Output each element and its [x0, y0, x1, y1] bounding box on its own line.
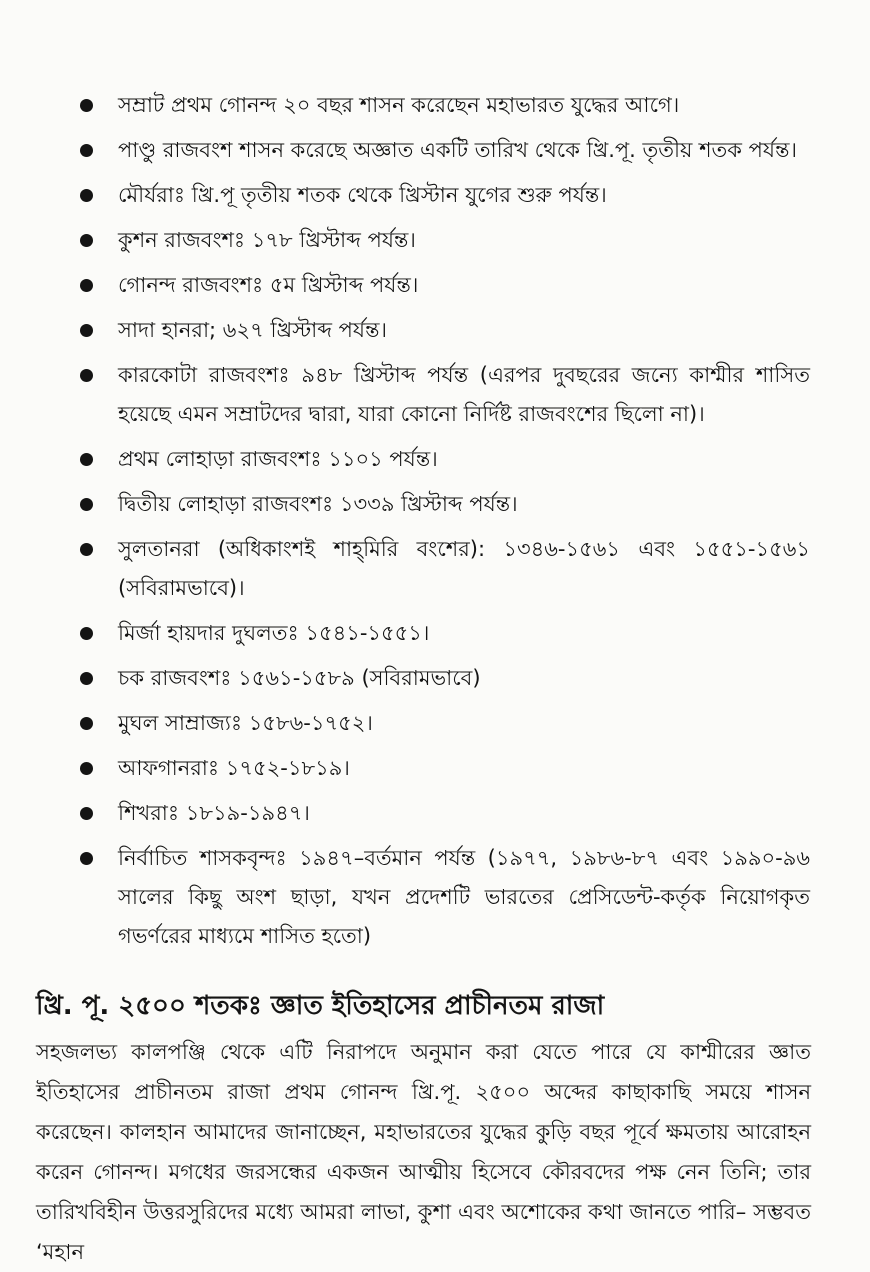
list-item [70, 794, 810, 833]
list-item [70, 266, 810, 305]
bullet-icon [80, 144, 93, 157]
bullet-icon [80, 717, 93, 730]
dynasty-list [70, 86, 810, 962]
list-item-text: দ্বিতীয় লোহাড়া রাজবংশঃ ১৩৩৯ খ্রিস্টাব্দ পর্যন্ত। [118, 492, 518, 516]
list-item [70, 311, 810, 350]
bullet-icon [80, 369, 93, 382]
bullet-icon [80, 762, 93, 775]
list-item [70, 86, 810, 125]
bullet-icon [80, 672, 93, 685]
list-item [70, 485, 810, 524]
list-item [70, 704, 810, 743]
list-item-text: চক রাজবংশঃ ১৫৬১-১৫৮৯ (সবিরামভাবে) [118, 666, 481, 690]
list-item [70, 356, 810, 434]
bullet-icon [80, 627, 93, 640]
section-paragraph: সহজলভ্য কালপঞ্জি থেকে এটি নিরাপদে অনুমান করা যেতে পারে যে কাশ্মীরের জ্ঞাত ইতিহাসের প্রাচীনতম রাজা প্রথম গোনন্দ খ্রি.পূ. ২৫০০ অব্দের কাছাকাছি সময়ে শাসন করেছেন। কালহান আমাদের জানাচ্ছেন, মহাভারতের যুদ্ধের কুড়ি বছর পূর্বে ক্ষমতায় আরোহন করেন গোনন্দ। মগধের জরসন্ধের একজন আত্মীয় হিসেবে কৌরবদের পক্ষ নেন তিনি; তার তারিখবিহীন উত্তরসুরিদের মধ্যে আমরা লাভা, কুশা এবং অশোকের কথা জানতে পারি– সম্ভবত ‘মহান [36, 1040, 811, 1264]
bullet-icon [80, 543, 93, 556]
list-item-text: কুশন রাজবংশঃ ১৭৮ খ্রিস্টাব্দ পর্যন্ত। [118, 228, 416, 252]
list-item-text: মির্জা হায়দার দুঘলতঃ ১৫৪১-১৫৫১। [118, 621, 430, 645]
list-item [70, 221, 810, 260]
list-item-text: সুলতানরা (অধিকাংশই শাহ্‌মিরি বংশের): ১৩৪৬-১৫৬১ এবং ১৫৫১-১৫৬১ (সবিরামভাবে)। [118, 537, 810, 600]
list-item [70, 659, 810, 698]
bullet-icon [80, 279, 93, 292]
list-item-text: গোনন্দ রাজবংশঃ ৫ম খ্রিস্টাব্দ পর্যন্ত। [118, 273, 419, 297]
bullet-icon [80, 453, 93, 466]
list-item [70, 839, 810, 956]
list-item-text: কারকোটা রাজবংশঃ ৯৪৮ খ্রিস্টাব্দ পর্যন্ত (এরপর দুবছরের জন্যে কাশ্মীর শাসিত হয়েছে এমন সম্রাটদের দ্বারা, যারা কোনো নির্দিষ্ট রাজবংশের ছিলো না)। [118, 363, 810, 426]
list-item [70, 131, 810, 170]
bullet-icon [80, 807, 93, 820]
list-item-text: প্রথম লোহাড়া রাজবংশঃ ১১০১ পর্যন্ত। [118, 447, 438, 471]
list-item [70, 530, 810, 608]
list-item [70, 749, 810, 788]
list-item-text: নির্বাচিত শাসকবৃন্দঃ ১৯৪৭–বর্তমান পর্যন্ত (১৯৭৭, ১৯৮৬-৮৭ এবং ১৯৯০-৯৬ সালের কিছু অংশ ছাড়া, যখন প্রদেশটি ভারতের প্রেসিডেন্ট-কর্তৃক নিয়োগকৃত গভর্ণরের মাধ্যমে শাসিত হতো) [118, 846, 810, 948]
list-item [70, 440, 810, 479]
bullet-icon [80, 189, 93, 202]
list-item-text: মৌর্যরাঃ খ্রি.পূ তৃতীয় শতক থেকে খ্রিস্টান যুগের শুরু পর্যন্ত। [118, 183, 607, 207]
list-item-text: আফগানরাঃ ১৭৫২-১৮১৯। [118, 756, 350, 780]
bullet-icon [80, 234, 93, 247]
list-item [70, 614, 810, 653]
list-item-text: পাণ্ডু রাজবংশ শাসন করেছে অজ্ঞাত একটি তারিখ থেকে খ্রি.পূ. তৃতীয় শতক পর্যন্ত। [118, 138, 797, 162]
list-item-text: মুঘল সাম্রাজ্যঃ ১৫৮৬-১৭৫২। [118, 711, 373, 735]
bullet-icon [80, 852, 93, 865]
bullet-icon [80, 99, 93, 112]
list-item [70, 176, 810, 215]
section-heading: খ্রি. পূ. ২৫০০ শতকঃ জ্ঞাত ইতিহাসের প্রাচীনতম রাজা [36, 991, 605, 1021]
bullet-icon [80, 498, 93, 511]
list-item-text: সাদা হানরা; ৬২৭ খ্রিস্টাব্দ পর্যন্ত। [118, 318, 387, 342]
bullet-icon [80, 324, 93, 337]
list-item-text: সম্রাট প্রথম গোনন্দ ২০ বছর শাসন করেছেন মহাভারত যুদ্ধের আগে। [118, 93, 680, 117]
list-item-text: শিখরাঃ ১৮১৯-১৯৪৭। [118, 801, 310, 825]
